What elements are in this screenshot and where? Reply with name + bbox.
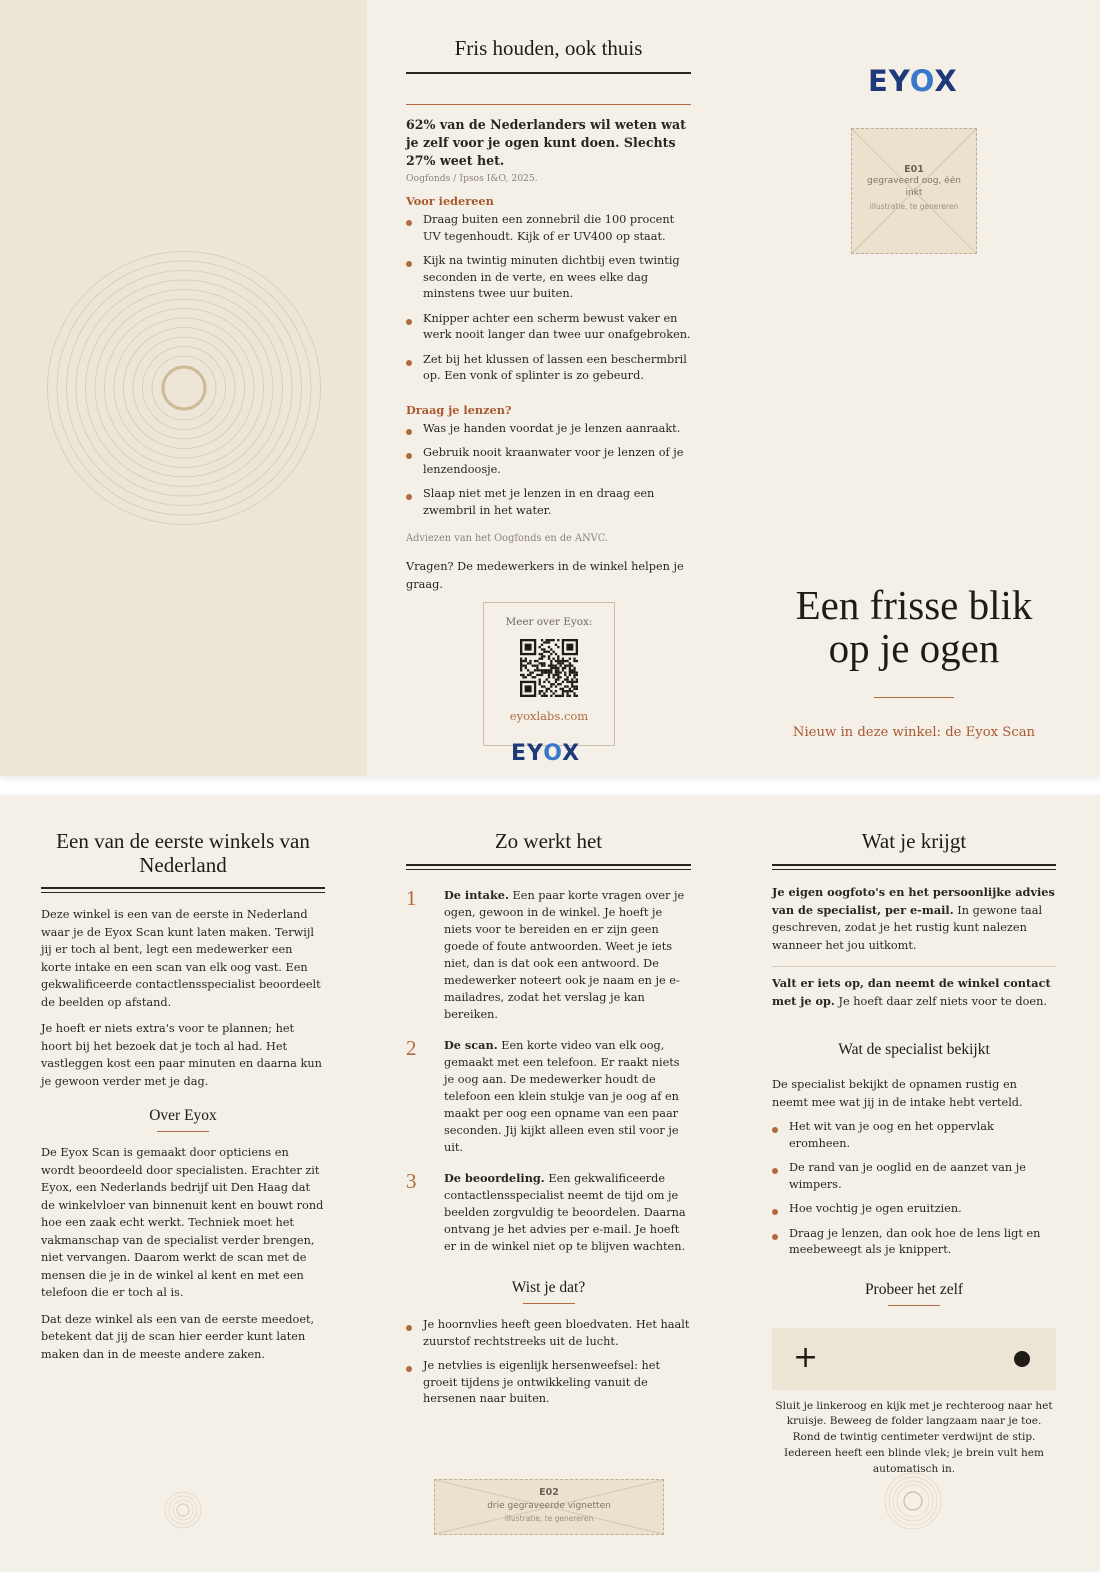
stat-lead: 62% van de Nederlanders wil weten wat je zelf voor je ogen kunt doen. Slechts 27% weet het. — [406, 117, 686, 168]
about-heading: Over Eyox — [149, 1107, 217, 1124]
step-number: 2 — [406, 1036, 417, 1060]
qr-card — [483, 602, 615, 746]
facts-heading: Wist je dat? — [511, 1279, 586, 1296]
headline-rule — [874, 697, 954, 698]
ring — [76, 280, 292, 496]
small-rings-ornament-left — [163, 1490, 203, 1530]
placeholder-note: illustratie, te genereren — [869, 202, 959, 211]
list-item: Zet bij het klussen of lassen een beschermbril op. Een vonk of splinter is zo gebeurd. — [406, 352, 691, 385]
list-item: Draag buiten een zonnebril die 100 procent UV tegenhoudt. Kijk of er UV400 op staat. — [406, 212, 691, 245]
ring — [48, 252, 321, 525]
thin-rule — [406, 104, 691, 105]
try-heading: Probeer het zelf — [864, 1280, 964, 1298]
step-1 — [406, 887, 691, 1023]
list-item: Slaap niet met je lenzen in en draag een zwembril in het water. — [406, 486, 691, 519]
get-rest: In gewone taal geschreven, zodat je het rustig kunt nalezen wanneer het jou uitkomt. — [772, 903, 1043, 952]
ring — [114, 318, 254, 458]
qr-url[interactable]: eyoxlabs.com — [509, 709, 589, 723]
advice-source: Adviezen van het Oogfonds en de ANVC. — [406, 533, 608, 544]
list-item: Je netvlies is eigenlijk hersenweefsel: het groeit tijdens je ontwikkeling vanuit de hersenen naar buiten. — [406, 1358, 691, 1408]
logo-eye-letter: O — [543, 741, 563, 766]
concentric-rings-ornament — [0, 0, 367, 776]
heading-rule — [157, 1131, 209, 1132]
list-item: Gebruik nooit kraanwater voor je lenzen of je lenzendoosje. — [406, 445, 691, 478]
step-3 — [406, 1170, 691, 1255]
cross-icon: + — [793, 1339, 819, 1375]
step-number: 3 — [406, 1169, 417, 1193]
step-text: Een korte video van elk oog, gemaakt met een telefoon. Er raakt niets je oog aan. De medewerker houdt de telefoon een klein stukje van je oog af en maakt per oog een opname van een paar seconden. Jij kijkt alleen even stil voor je uit. — [444, 1039, 680, 1154]
step-number: 1 — [406, 886, 417, 910]
contact-rest: Je hoeft daar zelf niets voor te doen. — [834, 994, 1047, 1008]
outside-sheet — [0, 0, 1100, 776]
tips-title: Fris houden, ook thuis — [454, 36, 643, 60]
tips-panel — [406, 36, 691, 593]
step-text: Een paar korte vragen over je ogen, gewoon in de winkel. Je hoeft je niets voor te bereiden en er zijn geen goede of foute antwoorden. Weet je iets niet, dan is dat ook een antwoord. De medewerker noteert ook je naam en je e-mailadres, zodat het verslag je kan bereiken. — [444, 889, 685, 1021]
heading-rule — [888, 1305, 940, 1306]
headline-line-2: op je ogen — [828, 625, 1000, 671]
dot-icon — [1014, 1351, 1030, 1367]
ring — [86, 290, 283, 487]
step-2 — [406, 1037, 691, 1156]
title-rule — [406, 72, 691, 74]
lenses-list — [406, 421, 691, 520]
back-panel — [0, 0, 367, 776]
qr-code-icon[interactable] — [520, 639, 578, 697]
divider — [772, 966, 1056, 967]
placeholder-code: E02 — [539, 1487, 559, 1498]
blind-spot-test — [772, 1328, 1056, 1390]
illustration-placeholder-e01 — [851, 128, 977, 254]
specialist-intro: De specialist bekijkt de opnamen rustig en neemt mee wat jij in de intake hebt verteld. — [772, 1078, 1023, 1109]
eyox-logo-small: EYOX — [511, 741, 581, 766]
step-title: De intake. — [444, 888, 509, 902]
ring — [133, 337, 235, 439]
illustration-placeholder-e02 — [434, 1479, 664, 1535]
ring — [67, 271, 302, 506]
what-you-get-panel — [772, 829, 1056, 1477]
get-text — [772, 884, 1056, 954]
contact-text — [772, 975, 1056, 1010]
facts-list — [406, 1317, 691, 1408]
how-title: Zo werkt het — [494, 829, 603, 853]
ring — [124, 328, 245, 449]
list-item: Was je handen voordat je je lenzen aanraakt. — [406, 421, 691, 438]
list-item: Het wit van je oog en het oppervlak eromheen. — [772, 1119, 1056, 1152]
list-item: De rand van je ooglid en de aanzet van je wimpers. — [772, 1160, 1056, 1193]
list-item: Hoe vochtig je ogen eruitzien. — [772, 1201, 1056, 1218]
about-paragraph: Dat deze winkel als een van de eerste meedoet, betekent dat jij de scan hier eerder kunt laten maken dan in de meeste andere zaken. — [41, 1312, 315, 1361]
stat-source: Oogfonds / Ipsos I&O, 2025. — [406, 173, 538, 184]
qr-label: Meer over Eyox: — [505, 616, 593, 628]
store-paragraph: Deze winkel is een van de eerste in Nederland waar je de Eyox Scan kunt laten maken. Terwijl jij er toch al bent, legt een medewerker een korte intake en een scan van elk oog vast. Een gekwalificeerde contactlensspecialist beoordeelt de beelden op afstand. — [41, 908, 321, 1009]
ring — [143, 347, 226, 430]
heading-rule — [523, 1303, 575, 1304]
everyone-heading: Voor iedereen — [406, 194, 494, 208]
small-rings-ornament-right — [883, 1471, 943, 1531]
list-item: Je hoornvlies heeft geen bloedvaten. Het haalt zuurstof rechtstreeks uit de lucht. — [406, 1317, 691, 1350]
placeholder-description: gegraveerd oog, één inkt — [867, 176, 961, 198]
store-paragraph: Je hoeft er niets extra's voor te plannen; het hoort bij het bezoek dat je toch al had. Het vastleggen kost een paar minuten en daarna kun je gewoon verder met je dag. — [41, 1022, 322, 1088]
ring — [95, 299, 273, 477]
list-item: Knipper achter een scherm bewust vaker en werk nooit langer dan twee uur onafgebroken. — [406, 311, 691, 344]
title-rule — [406, 864, 691, 870]
try-text: Sluit je linkeroog en kijk met je rechteroog naar het kruisje. Beweeg de folder langzaam naar je toe. Rond de twintig centimeter verdwijnt de stip. Iedereen heeft een blinde vlek; je brein vult hem automatisch in. — [775, 1399, 1053, 1475]
specialist-heading: Wat de specialist bekijkt — [838, 1041, 990, 1058]
lenses-heading: Draag je lenzen? — [406, 402, 512, 417]
cover-subline: Nieuw in deze winkel: de Eyox Scan — [792, 725, 1036, 740]
inside-sheet — [0, 795, 1100, 1570]
specialist-list — [772, 1119, 1056, 1259]
title-rule — [772, 864, 1056, 870]
ring — [105, 309, 264, 468]
placeholder-description: drie gegraveerde vignetten — [487, 1501, 611, 1511]
placeholder-note: illustratie, te genereren — [504, 1514, 594, 1523]
how-it-works-panel — [406, 829, 691, 1416]
headline-line-1: Een frisse blik — [795, 582, 1033, 628]
title-rule — [41, 887, 325, 893]
step-title: De beoordeling. — [444, 1171, 545, 1185]
get-title: Wat je krijgt — [861, 829, 967, 853]
list-item: Kijk na twintig minuten dichtbij even twintig seconden in de verte, en wees elke dag minstens twee uur buiten. — [406, 253, 691, 303]
questions-text: Vragen? De medewerkers in de winkel helpen je graag. — [406, 560, 684, 591]
store-title: Een van de eerste winkels van Nederland — [56, 829, 310, 877]
logo-eye-letter: O — [909, 64, 935, 98]
eyox-logo: EYOX — [868, 64, 958, 98]
step-title: De scan. — [444, 1038, 498, 1052]
about-paragraph: De Eyox Scan is gemaakt door opticiens en wordt beoordeeld door specialisten. Erachter zit Eyox, een Nederlands bedrijf uit Den Haag dat de winkelvloer van binnenuit kent en bouwt rond hoe een zaak echt werkt. Techniek moet het vakmanschap van de specialist verder brengen, niet vervangen. Daarom werkt de scan met de mensen die je in de winkel al kent en met een telefoon die er toch al is. — [41, 1146, 324, 1299]
placeholder-code: E01 — [904, 164, 924, 175]
everyone-list — [406, 212, 691, 385]
get-bold: Je eigen oogfoto's en het persoonlijke advies van de specialist, per e-mail. — [772, 885, 1055, 917]
step-text: Een gekwalificeerde contactlensspecialist neemt de tijd om je beelden zorgvuldig te beoordelen. Daarna ontvang je het advies per e-mail. Je hoeft er in de winkel niet op te blijven wachten. — [444, 1172, 686, 1253]
contact-bold: Valt er iets op, dan neemt de winkel contact met je op. — [772, 976, 1051, 1008]
store-panel — [41, 829, 325, 1363]
list-item: Draag je lenzen, dan ook hoe de lens ligt en meebeweegt als je knippert. — [772, 1226, 1056, 1259]
cover-headline — [774, 584, 1054, 670]
